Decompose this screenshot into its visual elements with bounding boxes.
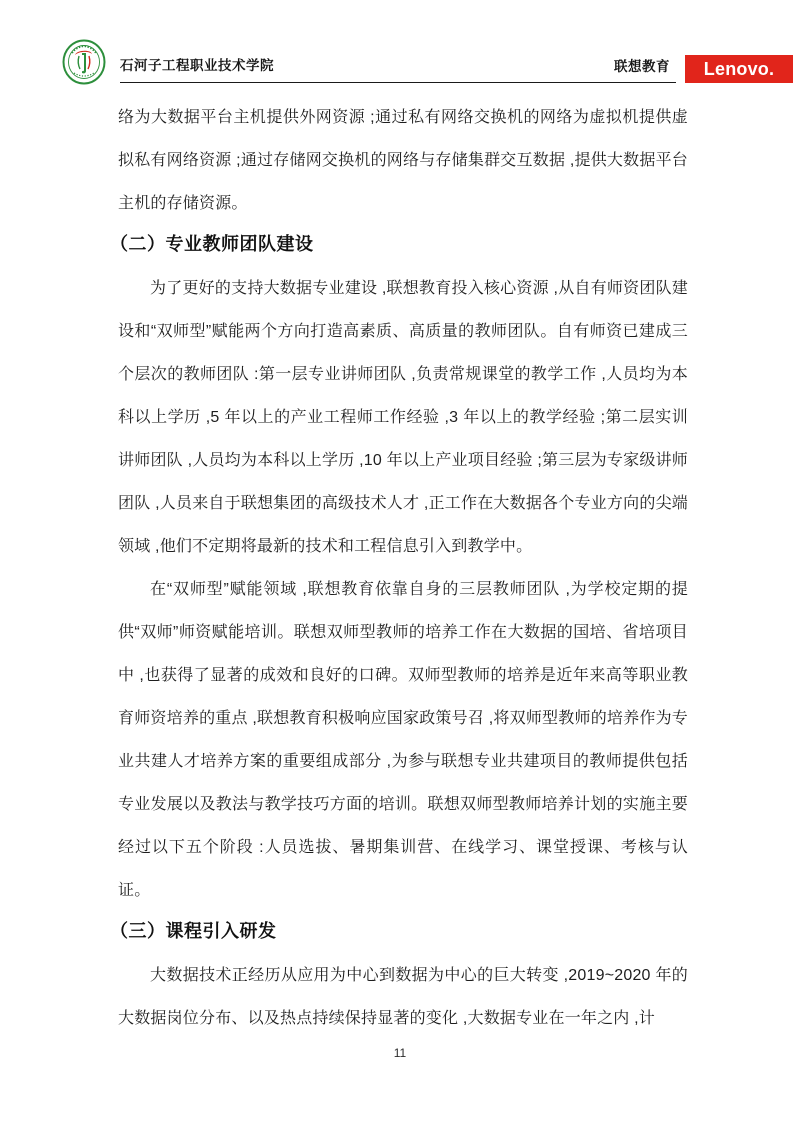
header-brand-text: 联想教育 [614,59,670,74]
lenovo-logo [685,55,793,83]
header-school-name: 石河子工程职业技术学院 [120,58,274,73]
header-rule [120,82,676,83]
section-heading-teacher-team: （二）专业教师团队建设 [110,234,314,254]
paragraph-course-development: 大数据技术正经历从应用为中心到数据为中心的巨大转变 ,2019~2020 年的大数据岗位分布、以及热点持续保持显著的变化 ,大数据专业在一年之内 ,计 [118,967,688,1027]
paragraph-teacher-team: 为了更好的支持大数据专业建设 ,联想教育投入核心资源 ,从自有师资团队建设和“双师型”赋能两个方向打造高素质、高质量的教师团队。自有师资已建成三个层次的教师团队 :第一层专业讲师团队 ,负责常规课堂的教学工作 ,人员均为本科以上学历 ,5 年以上的产业工程师工作经验 ,3 年以上的教学经验 ;第二层实训讲师团队 ,人员均为本科以上学历 ,10 年以上产业项目经验 ;第三层为专家级讲师团队 ,人员来自于联想集团的高级技术人才 ,正工作在大数据各个专业方向的尖端领域 ,他们不定期将最新的技术和工程信息引入到教学中。 [118,280,688,555]
lenovo-logo-text: Lenovo. [703,59,775,79]
page-number: 11 [393,1046,407,1060]
document-body [110,96,688,1040]
paragraph-network-resources: 络为大数据平台主机提供外网资源 ;通过私有网络交换机的网络为虚拟机提供虚拟私有网络资源 ;通过存储网交换机的网络与存储集群交互数据 ,提供大数据平台主机的存储资源。 [118,109,688,212]
section-heading-course-development: （三）课程引入研发 [110,921,277,941]
paragraph-dual-teacher: 在“双师型”赋能领域 ,联想教育依靠自身的三层教师团队 ,为学校定期的提供“双师”师资赋能培训。联想双师型教师的培养工作在大数据的国培、省培项目中 ,也获得了显著的成效和良好的口碑。双师型教师的培养是近年来高等职业教育师资培养的重点 ,联想教育积极响应国家政策号召 ,将双师型教师的培养作为专业共建人才培养方案的重要组成部分 ,为参与联想专业共建项目的教师提供包括专业发展以及教法与教学技巧方面的培训。联想双师型教师培养计划的实施主要经过以下五个阶段 :人员选拔、暑期集训营、在线学习、课堂授课、考核与认证。 [118,581,688,899]
school-emblem-icon [62,39,106,85]
